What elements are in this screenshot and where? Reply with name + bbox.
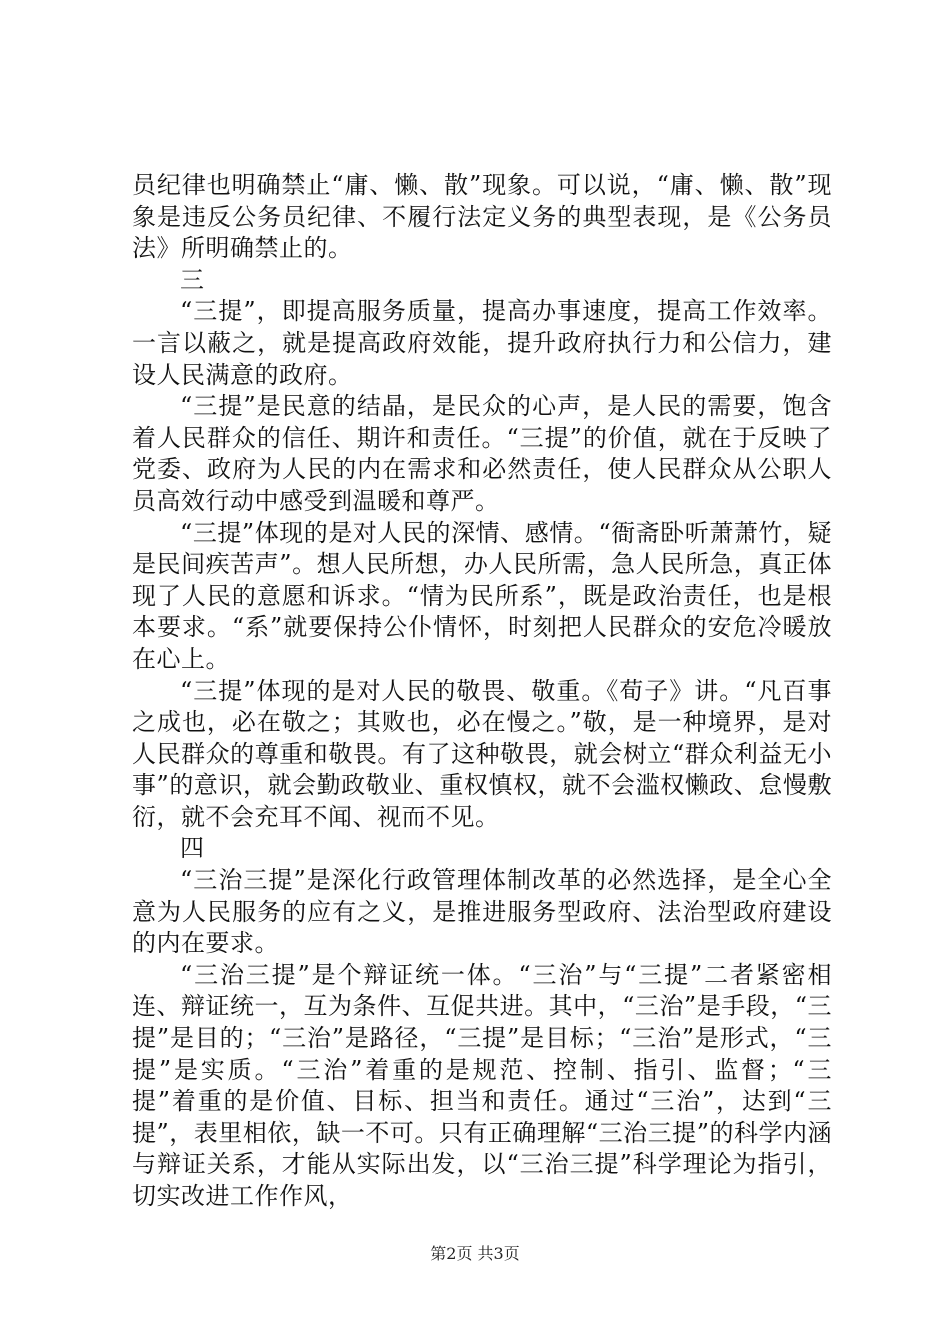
paragraph: “三治三提”是深化行政管理体制改革的必然选择，是全心全意为人民服务的应有之义，是推进服务型政府、法治型政府建设的内在要求。 — [132, 866, 832, 958]
document-body — [132, 170, 832, 1213]
paragraph: “三提”是民意的结晶，是民众的心声，是人民的需要，饱含着人民群众的信任、期许和责任。“三提”的价值，就在于反映了党委、政府为人民的内在需求和必然责任，使人民群众从公职人员高效行动中感受到温暖和尊严。 — [132, 392, 832, 515]
paragraph: “三提”体现的是对人民的敬畏、敬重。《荀子》讲。“凡百事之成也，必在敬之；其败也，必在慢之。”敬，是一种境界，是对人民群众的尊重和敬畏。有了这种敬畏，就会树立“群众利益无小事”的意识，就会勤政敬业、重权慎权，就不会滥权懒政、怠慢敷衍，就不会充耳不闻、视而不见。 — [132, 676, 832, 831]
section-heading: 四 — [180, 834, 204, 863]
paragraph: “三治三提”是个辩证统一体。“三治”与“三提”二者紧密相连、辩证统一，互为条件、互促共进。其中，“三治”是手段，“三提”是目的；“三治”是路径，“三提”是目标；“三治”是形式，“三提”是实质。“三治”着重的是规范、控制、指引、监督；“三提”着重的是价值、目标、担当和责任。通过“三治”，达到“三提”，表里相依，缺一不可。只有正确理解“三治三提”的科学内涵与辩证关系，才能从实际出发，以“三治三提”科学理论为指引，切实改进工作作风， — [132, 960, 832, 1210]
section-heading: 三 — [180, 265, 204, 294]
page-number-footer: 第2页 共3页 — [430, 1244, 520, 1263]
paragraph: 员纪律也明确禁止“庸、懒、散”现象。可以说，“庸、懒、散”现象是违反公务员纪律、不履行法定义务的典型表现，是《公务员法》所明确禁止的。 — [132, 171, 832, 263]
paragraph: “三提”，即提高服务质量，提高办事速度，提高工作效率。一言以蔽之，就是提高政府效能，提升政府执行力和公信力，建设人民满意的政府。 — [132, 297, 832, 389]
paragraph: “三提”体现的是对人民的深情、感情。“衙斋卧听萧萧竹，疑是民间疾苦声”。想人民所想，办人民所需，急人民所急，真正体现了人民的意愿和诉求。“情为民所系”，既是政治责任，也是根本要求。“系”就要保持公仆情怀，时刻把人民群众的安危冷暖放在心上。 — [132, 518, 832, 673]
